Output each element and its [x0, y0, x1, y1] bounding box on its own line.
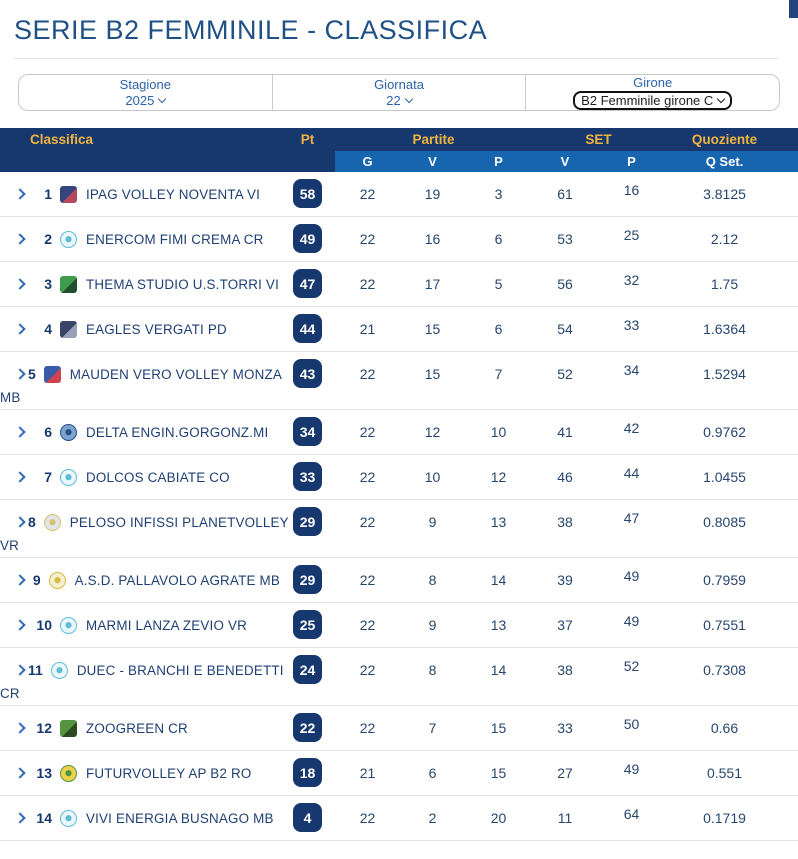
- sets-lost: 44: [623, 465, 640, 481]
- rank-number: 8: [28, 514, 36, 530]
- expand-row-button[interactable]: [14, 812, 26, 824]
- sets-won: 27: [557, 765, 573, 781]
- subheader-spacer: [0, 151, 335, 172]
- chevron-right-icon: [14, 278, 25, 289]
- table-row: [0, 352, 798, 410]
- points-badge: 33: [293, 462, 322, 491]
- subcolumn-p: P: [494, 154, 503, 169]
- points-cell: [280, 217, 335, 253]
- matches-lost: 13: [490, 514, 507, 530]
- subcolumn-set-v: V: [560, 154, 570, 169]
- page-title: SERIE B2 FEMMINILE - CLASSIFICA: [14, 15, 488, 45]
- matches-won: 9: [428, 617, 437, 633]
- standings-table: [0, 128, 798, 841]
- table-row: [0, 648, 798, 706]
- points-badge: 29: [293, 565, 322, 594]
- matches-lost: 3: [494, 186, 503, 202]
- filter-bar: [18, 74, 780, 111]
- sets-won: 53: [557, 231, 573, 247]
- team-cell: [0, 217, 280, 259]
- chevron-right-icon: [14, 426, 25, 437]
- sets-lost: 25: [623, 227, 640, 243]
- team-name: EAGLES VERGATI PD: [86, 321, 227, 337]
- rank-number: 12: [36, 720, 52, 736]
- matches-played: 22: [359, 662, 376, 678]
- column-header-partite: Partite: [412, 132, 455, 147]
- sets-won: 39: [557, 572, 573, 588]
- sets-won: 52: [557, 366, 573, 382]
- team-name-wrapped: [0, 834, 280, 838]
- matches-lost: 13: [490, 617, 507, 633]
- table-row: [0, 172, 798, 217]
- team-logo-icon: [60, 765, 77, 782]
- matches-won: 16: [424, 231, 441, 247]
- set-quotient: 0.1719: [703, 810, 746, 826]
- rank-number: 10: [36, 617, 52, 633]
- matches-lost: 15: [490, 765, 507, 781]
- team-logo-icon: [44, 514, 61, 531]
- chevron-right-icon: [14, 574, 25, 585]
- sets-won: 38: [557, 662, 573, 678]
- matches-played: 22: [359, 366, 376, 382]
- expand-row-button[interactable]: [14, 233, 26, 245]
- team-name-wrapped: [0, 210, 280, 214]
- stagione-value: 2025: [125, 92, 155, 108]
- table-row: [0, 307, 798, 352]
- matches-played: 21: [359, 765, 376, 781]
- sets-lost: 49: [623, 568, 640, 584]
- matches-played: 22: [359, 424, 376, 440]
- set-quotient: 0.7551: [703, 617, 746, 633]
- team-name: THEMA STUDIO U.S.TORRI VI: [86, 276, 279, 292]
- sets-lost: 49: [623, 761, 640, 777]
- points-cell: [280, 751, 335, 787]
- team-cell: [0, 796, 280, 838]
- expand-row-button[interactable]: [14, 722, 26, 734]
- expand-row-button[interactable]: [14, 323, 26, 335]
- team-name-wrapped: [0, 744, 280, 748]
- sets-won: 61: [557, 186, 573, 202]
- sets-lost: 52: [623, 658, 640, 674]
- team-name: MARMI LANZA ZEVIO VR: [86, 617, 247, 633]
- matches-lost: 6: [494, 321, 503, 337]
- chevron-right-icon: [14, 619, 25, 630]
- matches-played: 22: [359, 276, 376, 292]
- sets-won: 33: [557, 720, 573, 736]
- team-name-wrapped: MB: [0, 390, 21, 405]
- filter-giornata: [272, 75, 526, 110]
- matches-won: 12: [424, 424, 441, 440]
- sets-lost: 49: [623, 613, 640, 629]
- sets-lost: 47: [623, 510, 640, 526]
- expand-row-button[interactable]: [14, 471, 26, 483]
- matches-won: 15: [424, 366, 441, 382]
- matches-played: 22: [359, 617, 376, 633]
- points-cell: [280, 706, 335, 742]
- expand-row-button[interactable]: [14, 664, 26, 676]
- sets-lost: 64: [623, 806, 640, 822]
- giornata-value: 22: [386, 92, 401, 108]
- rank-number: 7: [44, 469, 52, 485]
- set-quotient: 0.551: [706, 765, 743, 781]
- matches-lost: 7: [494, 366, 503, 382]
- expand-row-button[interactable]: [14, 426, 26, 438]
- team-logo-icon: [60, 231, 77, 248]
- table-row: [0, 796, 798, 841]
- points-badge: 4: [293, 803, 322, 832]
- set-quotient: 1.6364: [703, 321, 746, 337]
- points-badge: 58: [293, 179, 322, 208]
- team-name: DELTA ENGIN.GORGONZ.MI: [86, 424, 269, 440]
- subheader-band: [335, 151, 798, 172]
- table-row: [0, 500, 798, 558]
- matches-lost: 14: [490, 572, 507, 588]
- expand-row-button[interactable]: [14, 767, 26, 779]
- table-row: [0, 706, 798, 751]
- points-badge: 49: [293, 224, 322, 253]
- matches-lost: 12: [490, 469, 507, 485]
- rank-number: 5: [28, 366, 36, 382]
- team-logo-icon: [60, 617, 77, 634]
- matches-played: 22: [359, 231, 376, 247]
- points-cell: [280, 648, 335, 684]
- matches-won: 2: [428, 810, 437, 826]
- sets-won: 41: [557, 424, 573, 440]
- set-quotient: 1.0455: [703, 469, 746, 485]
- matches-played: 21: [359, 321, 376, 337]
- matches-played: 22: [359, 186, 376, 202]
- table-row: [0, 262, 798, 307]
- matches-won: 15: [424, 321, 441, 337]
- points-badge: 22: [293, 713, 322, 742]
- points-badge: 44: [293, 314, 322, 343]
- matches-lost: 15: [490, 720, 507, 736]
- team-cell: [0, 410, 280, 452]
- rank-number: 6: [44, 424, 52, 440]
- sets-lost: 50: [623, 716, 640, 732]
- points-cell: [280, 500, 335, 536]
- table-row: [0, 217, 798, 262]
- sets-won: 56: [557, 276, 573, 292]
- points-badge: 24: [293, 655, 322, 684]
- column-header-pt: Pt: [300, 132, 315, 147]
- matches-played: 22: [359, 810, 376, 826]
- team-name: DOLCOS CABIATE CO: [86, 469, 230, 485]
- team-name: IPAG VOLLEY NOVENTA VI: [86, 186, 261, 202]
- table-row: [0, 455, 798, 500]
- team-name-wrapped: [0, 789, 280, 793]
- team-cell: [0, 262, 280, 304]
- sets-won: 54: [557, 321, 573, 337]
- points-badge: 47: [293, 269, 322, 298]
- team-name-wrapped: [0, 300, 280, 304]
- matches-won: 10: [424, 469, 441, 485]
- sets-lost: 34: [623, 362, 640, 378]
- matches-played: 22: [359, 572, 376, 588]
- vertical-scrollbar-thumb[interactable]: [789, 0, 798, 18]
- sets-lost: 32: [623, 272, 640, 288]
- points-cell: [280, 172, 335, 208]
- points-cell: [280, 410, 335, 446]
- expand-row-button[interactable]: [14, 574, 26, 586]
- girone-value: B2 Femminile girone C: [581, 92, 714, 108]
- points-cell: [280, 558, 335, 594]
- matches-lost: 20: [490, 810, 507, 826]
- team-cell: [0, 648, 284, 705]
- matches-won: 8: [428, 572, 437, 588]
- chevron-right-icon: [14, 471, 25, 482]
- matches-lost: 14: [490, 662, 507, 678]
- team-cell: [0, 558, 280, 600]
- sets-won: 38: [557, 514, 573, 530]
- subcolumn-qset: Q Set.: [705, 154, 744, 169]
- rank-number: 14: [36, 810, 52, 826]
- team-name-wrapped: [0, 596, 280, 600]
- team-name-wrapped: VR: [0, 538, 20, 553]
- chevron-down-icon: [158, 94, 166, 102]
- rank-number: 4: [44, 321, 52, 337]
- table-row: [0, 410, 798, 455]
- team-cell: [0, 307, 280, 349]
- matches-lost: 10: [490, 424, 507, 440]
- sets-won: 46: [557, 469, 573, 485]
- team-logo-icon: [49, 572, 66, 589]
- points-badge: 34: [293, 417, 322, 446]
- points-cell: [280, 262, 335, 298]
- team-cell: [0, 172, 280, 214]
- matches-played: 22: [359, 720, 376, 736]
- team-logo-icon: [60, 469, 77, 486]
- rank-number: 1: [44, 186, 52, 202]
- points-cell: [280, 307, 335, 343]
- team-logo-icon: [60, 424, 77, 441]
- chevron-down-icon: [717, 94, 725, 102]
- subcolumn-set-p: P: [627, 154, 636, 169]
- rank-number: 3: [44, 276, 52, 292]
- giornata-label: Giornata: [374, 76, 424, 92]
- filter-girone: [525, 75, 779, 110]
- table-row: [0, 751, 798, 796]
- set-quotient: 3.8125: [703, 186, 746, 202]
- matches-won: 19: [424, 186, 441, 202]
- team-logo-icon: [60, 321, 77, 338]
- table-row: [0, 603, 798, 648]
- points-badge: 18: [293, 758, 322, 787]
- team-logo-icon: [60, 720, 77, 737]
- set-quotient: 1.5294: [703, 366, 746, 382]
- matches-won: 17: [424, 276, 441, 292]
- team-logo-icon: [44, 366, 61, 383]
- chevron-right-icon: [14, 722, 25, 733]
- set-quotient: 0.7308: [703, 662, 746, 678]
- team-name: ENERCOM FIMI CREMA CR: [86, 231, 264, 247]
- chevron-right-icon: [14, 323, 25, 334]
- points-badge: 43: [293, 359, 322, 388]
- expand-row-button[interactable]: [14, 516, 26, 528]
- team-name-wrapped: CR: [0, 686, 20, 701]
- table-body: [0, 172, 798, 841]
- column-header-classifica: Classifica: [30, 132, 94, 147]
- team-logo-icon: [60, 186, 77, 203]
- points-cell: [280, 352, 335, 388]
- chevron-down-icon: [404, 94, 412, 102]
- chevron-right-icon: [14, 516, 25, 527]
- chevron-right-icon: [14, 767, 25, 778]
- stagione-select[interactable]: [125, 93, 165, 108]
- subcolumn-g: G: [362, 154, 373, 169]
- team-name: A.S.D. PALLAVOLO AGRATE MB: [74, 572, 280, 588]
- matches-won: 7: [428, 720, 437, 736]
- points-cell: [280, 455, 335, 491]
- points-cell: [280, 796, 335, 832]
- points-cell: [280, 603, 335, 639]
- team-name-wrapped: [0, 493, 280, 497]
- girone-label: Girone: [633, 74, 673, 90]
- set-quotient: 0.9762: [703, 424, 746, 440]
- set-quotient: 2.12: [710, 231, 739, 247]
- title-divider: [14, 58, 778, 59]
- girone-select[interactable]: [573, 91, 732, 110]
- set-quotient: 0.8085: [703, 514, 746, 530]
- matches-lost: 6: [494, 231, 503, 247]
- subcolumn-v: V: [428, 154, 437, 169]
- rank-number: 11: [28, 662, 43, 678]
- sets-won: 37: [557, 617, 573, 633]
- team-cell: [0, 352, 280, 409]
- team-name: DUEC - BRANCHI E BENEDETTI: [76, 662, 284, 678]
- stagione-label: Stagione: [119, 76, 171, 92]
- points-badge: 29: [293, 507, 322, 536]
- team-logo-icon: [60, 276, 77, 293]
- team-name: PELOSO INFISSI PLANETVOLLEY: [69, 514, 289, 530]
- set-quotient: 0.66: [710, 720, 739, 736]
- sets-lost: 33: [623, 317, 640, 333]
- expand-row-button[interactable]: [14, 619, 26, 631]
- chevron-right-icon: [14, 664, 25, 675]
- team-name: VIVI ENERGIA BUSNAGO MB: [86, 810, 274, 826]
- team-cell: [0, 455, 280, 497]
- sets-lost: 42: [623, 420, 640, 436]
- team-cell: [0, 603, 280, 645]
- table-header-row: [0, 128, 798, 151]
- chevron-right-icon: [14, 188, 25, 199]
- team-cell: [0, 706, 280, 748]
- rank-number: 13: [36, 765, 52, 781]
- table-row: [0, 558, 798, 603]
- chevron-right-icon: [14, 233, 25, 244]
- page-header: [0, 0, 798, 59]
- team-cell: [0, 500, 289, 557]
- expand-row-button[interactable]: [14, 368, 26, 380]
- sets-won: 11: [557, 810, 573, 826]
- giornata-select[interactable]: [386, 93, 411, 108]
- matches-lost: 5: [494, 276, 503, 292]
- table-subheader-row: [0, 151, 798, 172]
- column-header-set: SET: [585, 132, 612, 147]
- team-name: ZOOGREEN CR: [86, 720, 188, 736]
- team-name-wrapped: [0, 345, 280, 349]
- filter-stagione: [19, 75, 272, 110]
- matches-won: 9: [428, 514, 437, 530]
- expand-row-button[interactable]: [14, 188, 26, 200]
- set-quotient: 1.75: [710, 276, 739, 292]
- set-quotient: 0.7959: [703, 572, 746, 588]
- team-logo-icon: [60, 810, 77, 827]
- team-logo-icon: [51, 662, 68, 679]
- team-name-wrapped: [0, 255, 280, 259]
- expand-row-button[interactable]: [14, 278, 26, 290]
- matches-won: 6: [428, 765, 437, 781]
- chevron-right-icon: [14, 368, 25, 379]
- team-name-wrapped: [0, 641, 280, 645]
- team-name: MAUDEN VERO VOLLEY MONZA: [69, 366, 282, 382]
- team-cell: [0, 751, 280, 793]
- chevron-right-icon: [14, 812, 25, 823]
- team-name-wrapped: [0, 448, 280, 452]
- matches-won: 8: [428, 662, 437, 678]
- points-badge: 25: [293, 610, 322, 639]
- matches-played: 22: [359, 514, 376, 530]
- column-header-quoziente: Quoziente: [691, 132, 758, 147]
- team-name: FUTURVOLLEY AP B2 RO: [86, 765, 252, 781]
- matches-played: 22: [359, 469, 376, 485]
- sets-lost: 16: [623, 182, 640, 198]
- rank-number: 2: [44, 231, 52, 247]
- rank-number: 9: [32, 572, 41, 588]
